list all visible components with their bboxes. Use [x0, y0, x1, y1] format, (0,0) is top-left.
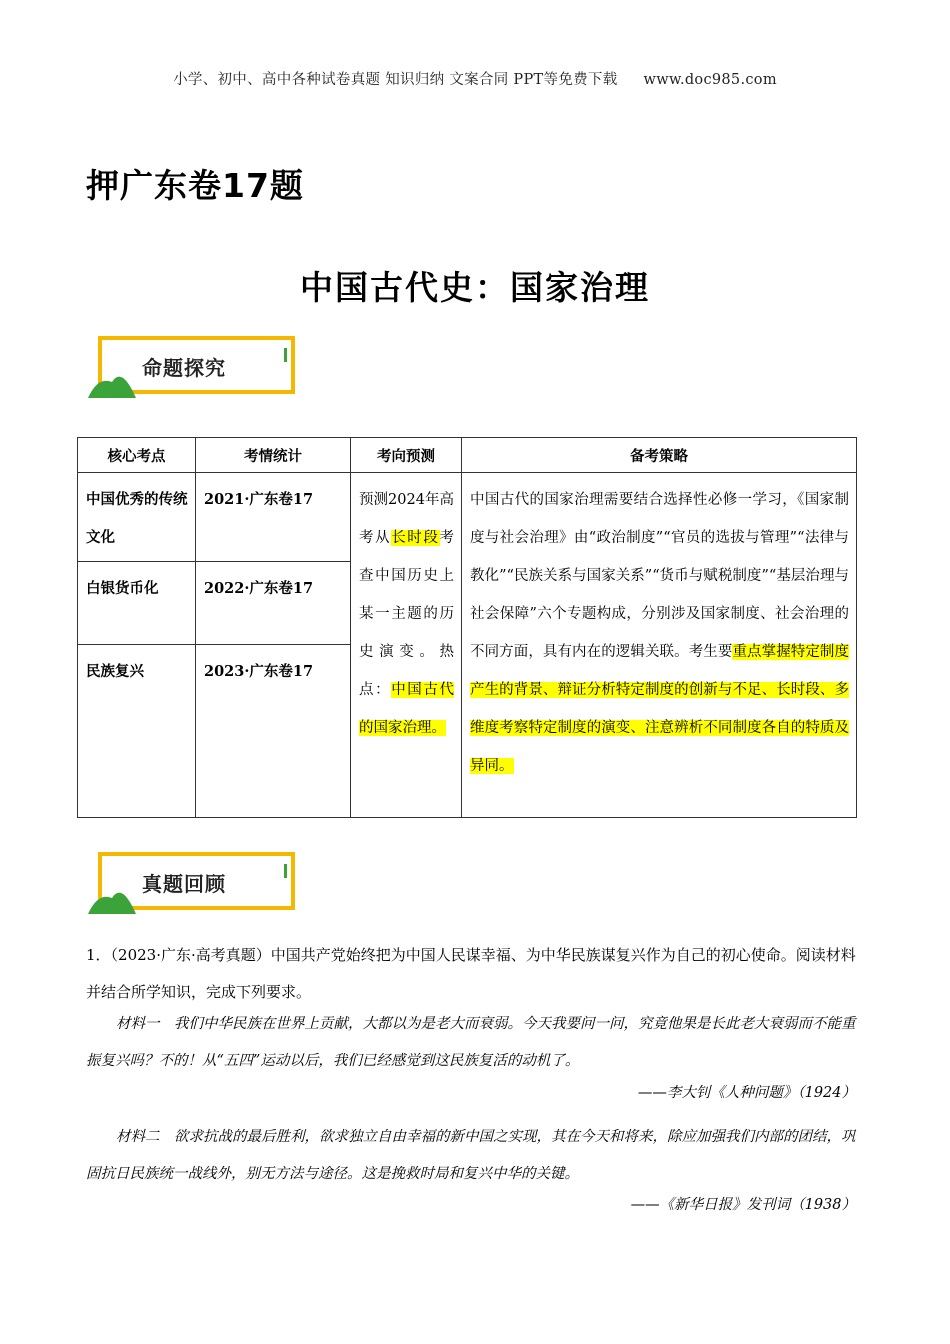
prediction-highlight: 长时段	[391, 530, 440, 546]
question-intro: 1．（2023·广东·高考真题）中国共产党始终把为中国人民谋幸福、为中华民族谋复兴作为自己的初心使命。阅读材料并结合所学知识，完成下列要求。	[86, 946, 856, 1001]
page-header	[0, 68, 950, 89]
material-one	[86, 1006, 856, 1080]
prediction-highlight: 中国古代的国家治理。	[359, 682, 455, 736]
strategy-highlight: 重点掌握特定制度产生的背景、辩证分析特定制度的创新与不足、长时段、多维度考察特定制度的演变、注意辨析不同制度各自的特质及异同。	[470, 644, 850, 774]
exam-table	[77, 437, 857, 818]
material-two-text: 材料二 欲求抗战的最后胜利，欲求独立自由幸福的新中国之实现，其在今天和将来，除应加强我们内部的团结，巩固抗日民族统一战线外，别无方法与途径。这是挽救时局和复兴中华的关键。	[86, 1129, 856, 1182]
core-point: 民族复兴	[78, 645, 196, 818]
table-row	[78, 473, 857, 562]
strategy-text: 中国古代的国家治理需要结合选择性必修一学习，《国家制度与社会治理》由“政治制度”“官员的选拔与管理”“法律与教化”“民族关系与国家关系”“货币与赋税制度”“基层治理与社会保障”六个专题构成，分别涉及国家制度、社会治理的不同方面，具有内在的逻辑关联。考生要	[470, 492, 849, 660]
strategy-cell	[462, 473, 857, 818]
page-subtitle: 中国古代史：国家治理	[300, 268, 650, 307]
badge-research-label: 命题探究	[142, 356, 226, 380]
header-cell: 考情统计	[196, 438, 351, 473]
badge-research	[88, 336, 298, 404]
header-cell: 备考策略	[462, 438, 857, 473]
table-header-row	[78, 438, 857, 473]
page-title: 押广东卷17题	[86, 166, 304, 205]
core-point: 白银货币化	[78, 562, 196, 645]
header-text: 小学、初中、高中各种试卷真题 知识归纳 文案合同 PPT等免费下载	[173, 72, 618, 88]
badge-review	[88, 852, 298, 920]
material-one-source: ——李大钊《人种问题》（1924）	[637, 1085, 856, 1101]
exam-stat: 2023·广东卷17	[196, 645, 351, 818]
header-cell: 考向预测	[351, 438, 462, 473]
exam-stat: 2022·广东卷17	[196, 562, 351, 645]
prediction-text: 预测2024年高考从	[359, 492, 454, 546]
header-cell: 核心考点	[78, 438, 196, 473]
core-point: 中国优秀的传统文化	[78, 473, 196, 562]
prediction-cell	[351, 473, 462, 818]
material-one-text: 材料一 我们中华民族在世界上贡献，大都以为是老大而衰弱。今天我要问一问，究竟他果是长此老大衰弱而不能重振复兴吗？不的！从“五四”运动以后，我们已经感觉到这民族复活的动机了。	[86, 1016, 856, 1069]
material-two-source: ——《新华日报》发刊词（1938）	[630, 1197, 856, 1213]
header-site: www.doc985.com	[643, 72, 777, 88]
exam-stat: 2021·广东卷17	[196, 473, 351, 562]
prediction-text: 考查中国历史上某一主题的历史演变。热点：	[359, 530, 455, 698]
material-two	[86, 1119, 856, 1193]
badge-review-label: 真题回顾	[142, 872, 226, 896]
